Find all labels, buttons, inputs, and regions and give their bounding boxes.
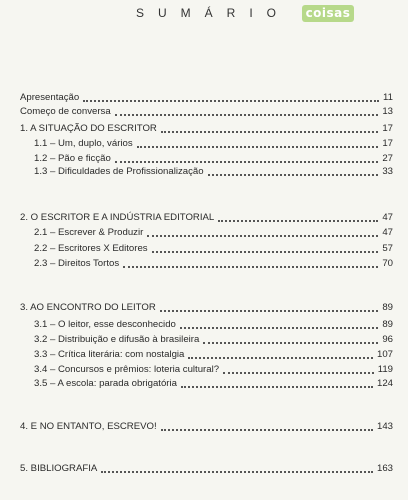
toc-entry xyxy=(34,165,393,178)
toc-entry xyxy=(34,257,393,270)
toc-entry-label: 2. O ESCRITOR E A INDÚSTRIA EDITORIAL xyxy=(20,212,215,223)
toc-entry-label: 3.1 – O leitor, esse desconhecido xyxy=(34,319,176,330)
dot-leader xyxy=(101,459,373,473)
dot-leader xyxy=(218,208,378,222)
dot-leader xyxy=(180,315,378,329)
toc-entry xyxy=(34,226,393,239)
toc-entry-page: 96 xyxy=(382,334,393,345)
toc-entry-page: 17 xyxy=(382,138,393,149)
toc-entry-page: 89 xyxy=(382,319,393,330)
dot-leader xyxy=(188,345,373,359)
toc-entry-label: 1.2 – Pão e ficção xyxy=(34,153,111,164)
toc-entry-label: 2.1 – Escrever & Produzir xyxy=(34,227,144,238)
toc-entry-page: 17 xyxy=(382,123,393,134)
dot-leader xyxy=(115,149,379,163)
toc-entry-page: 57 xyxy=(382,243,393,254)
toc-entry xyxy=(20,105,393,118)
dot-leader xyxy=(160,298,379,312)
toc-entry-label: 3.4 – Concursos e prêmios: loteria cultural? xyxy=(34,364,220,375)
toc-entry-label: 2.3 – Direitos Tortos xyxy=(34,258,120,269)
toc-entry-label: Apresentação xyxy=(20,92,80,103)
dot-leader xyxy=(181,374,373,388)
toc-entry-page: 33 xyxy=(382,166,393,177)
toc-entry-page: 47 xyxy=(382,227,393,238)
toc-entry-page: 11 xyxy=(383,92,393,103)
dot-leader xyxy=(152,239,379,253)
toc-entry-page: 13 xyxy=(382,106,393,117)
dot-leader xyxy=(147,223,378,237)
toc-entry-label: 3.2 – Distribuição e difusão à brasileira xyxy=(34,334,200,345)
toc-entry-label: 3.3 – Crítica literária: com nostalgia xyxy=(34,349,185,360)
toc-entry-page: 119 xyxy=(377,364,393,375)
toc-entry-label: 2.2 – Escritores X Editores xyxy=(34,243,148,254)
dot-leader xyxy=(223,360,374,374)
toc-entry-label: 3. AO ENCONTRO DO LEITOR xyxy=(20,302,156,313)
dot-leader xyxy=(161,119,378,133)
dot-leader xyxy=(208,162,379,176)
toc-entry-label: 5. BIBLIOGRAFIA xyxy=(20,463,98,474)
toc-entry-page: 27 xyxy=(382,153,393,164)
dot-leader xyxy=(137,134,379,148)
toc-entry-label: 1. A SITUAÇÃO DO ESCRITOR xyxy=(20,123,157,134)
toc-entry-label: Começo de conversa xyxy=(20,106,111,117)
toc-entry-page: 107 xyxy=(376,349,393,360)
toc-entry xyxy=(20,301,393,314)
toc-entry xyxy=(34,377,393,390)
toc-entry-page: 143 xyxy=(376,421,393,432)
toc-entry-page: 163 xyxy=(376,463,393,474)
coisas-logo-badge: coisas xyxy=(302,5,354,22)
toc-entry-label: 3.5 – A escola: parada obrigatória xyxy=(34,378,177,389)
toc-entry-page: 47 xyxy=(382,212,393,223)
toc-entry-page: 124 xyxy=(376,378,393,389)
toc-entry-label: 1.1 – Um, duplo, vários xyxy=(34,138,133,149)
page-title: SUMÁRIO xyxy=(136,6,291,20)
toc-entry-page: 89 xyxy=(382,302,393,313)
dot-leader xyxy=(115,102,379,116)
toc-entry xyxy=(20,420,393,433)
dot-leader xyxy=(203,330,378,344)
toc-entry-label: 4. E NO ENTANTO, ESCREVO! xyxy=(20,421,157,432)
dot-leader xyxy=(123,254,378,268)
dot-leader xyxy=(83,88,379,102)
dot-leader xyxy=(161,417,373,431)
toc-entry xyxy=(20,462,393,475)
toc-entry-page: 70 xyxy=(382,258,393,269)
toc-entry-label: 1.3 – Dificuldades de Profissionalização xyxy=(34,166,204,177)
